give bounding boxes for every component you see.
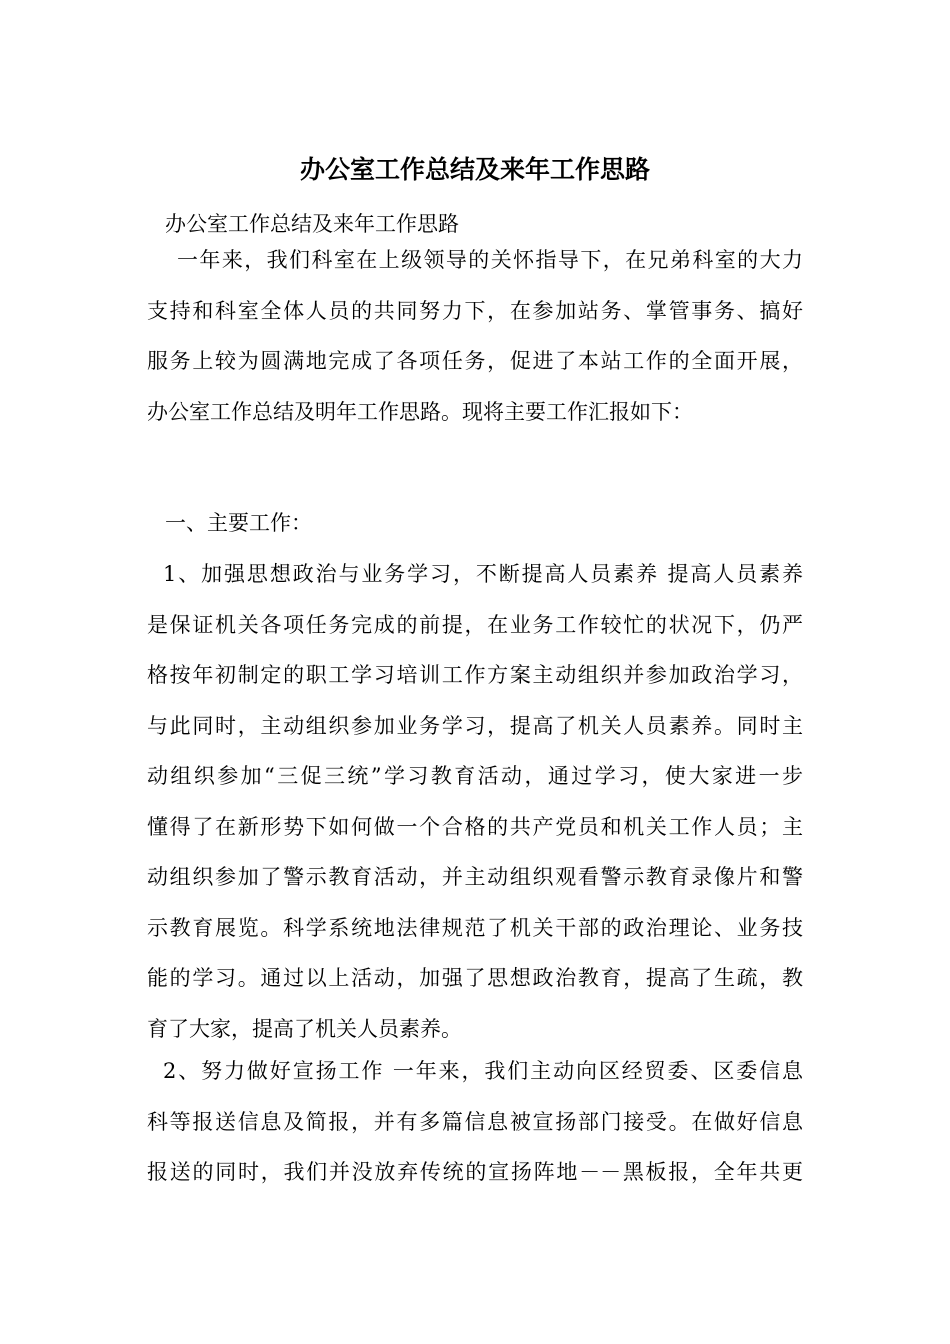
item-1-line: 示教育展览。科学系统地法律规范了机关干部的政治理论、业务技 [147, 915, 803, 940]
item-2-line: 科等报送信息及简报，并有多篇信息被宣扬部门接受。在做好信息 [147, 1109, 803, 1134]
document-subtitle: 办公室工作总结及来年工作思路 [165, 212, 459, 236]
item-1-line: 育了大家，提高了机关人员素养。 [147, 1016, 462, 1041]
item-1-line: 与此同时，主动组织参加业务学习，提高了机关人员素养。同时主 [147, 713, 803, 738]
intro-line: 办公室工作总结及明年工作思路。现将主要工作汇报如下： [147, 399, 693, 424]
intro-paragraph [147, 235, 803, 437]
section-heading-block [147, 498, 803, 549]
item-1-line: 格按年初制定的职工学习培训工作方案主动组织并参加政治学习， [147, 663, 803, 687]
item-1-line: 动组织参加了警示教育活动，并主动组织观看警示教育录像片和警 [147, 865, 803, 889]
item-1-line: 是保证机关各项任务完成的前提，在业务工作较忙的状况下，仍严 [147, 612, 803, 637]
document-title: 办公室工作总结及来年工作思路 [299, 155, 650, 184]
section-heading: 一、主要工作： [165, 511, 312, 535]
intro-line: 服务上较为圆满地完成了各项任务，促进了本站工作的全面开展， [147, 349, 803, 373]
item-2-paragraph [147, 1046, 803, 1198]
intro-line: 一年来，我们科室在上级领导的关怀指导下，在兄弟科室的大力 [177, 248, 803, 272]
item-1-paragraph [147, 549, 803, 1054]
item-1-line: 动组织参加“三促三统”学习教育活动，通过学习，使大家进一步 [147, 764, 803, 788]
intro-line: 支持和科室全体人员的共同努力下，在参加站务、掌管事务、搞好 [147, 298, 803, 323]
item-1-line: 能的学习。通过以上活动，加强了思想政治教育，提高了生疏，教 [147, 966, 803, 990]
item-2-line: 报送的同时，我们并没放弃传统的宣扬阵地－－黑板报，全年共更 [147, 1160, 803, 1184]
item-2-line: 2、努力做好宣扬工作 一年来，我们主动向区经贸委、区委信息 [163, 1059, 803, 1083]
item-1-line: 懂得了在新形势下如何做一个合格的共产党员和机关工作人员；主 [147, 814, 803, 839]
item-1-line: 1、加强思想政治与业务学习，不断提高人员素养 提高人员素养 [163, 562, 803, 586]
